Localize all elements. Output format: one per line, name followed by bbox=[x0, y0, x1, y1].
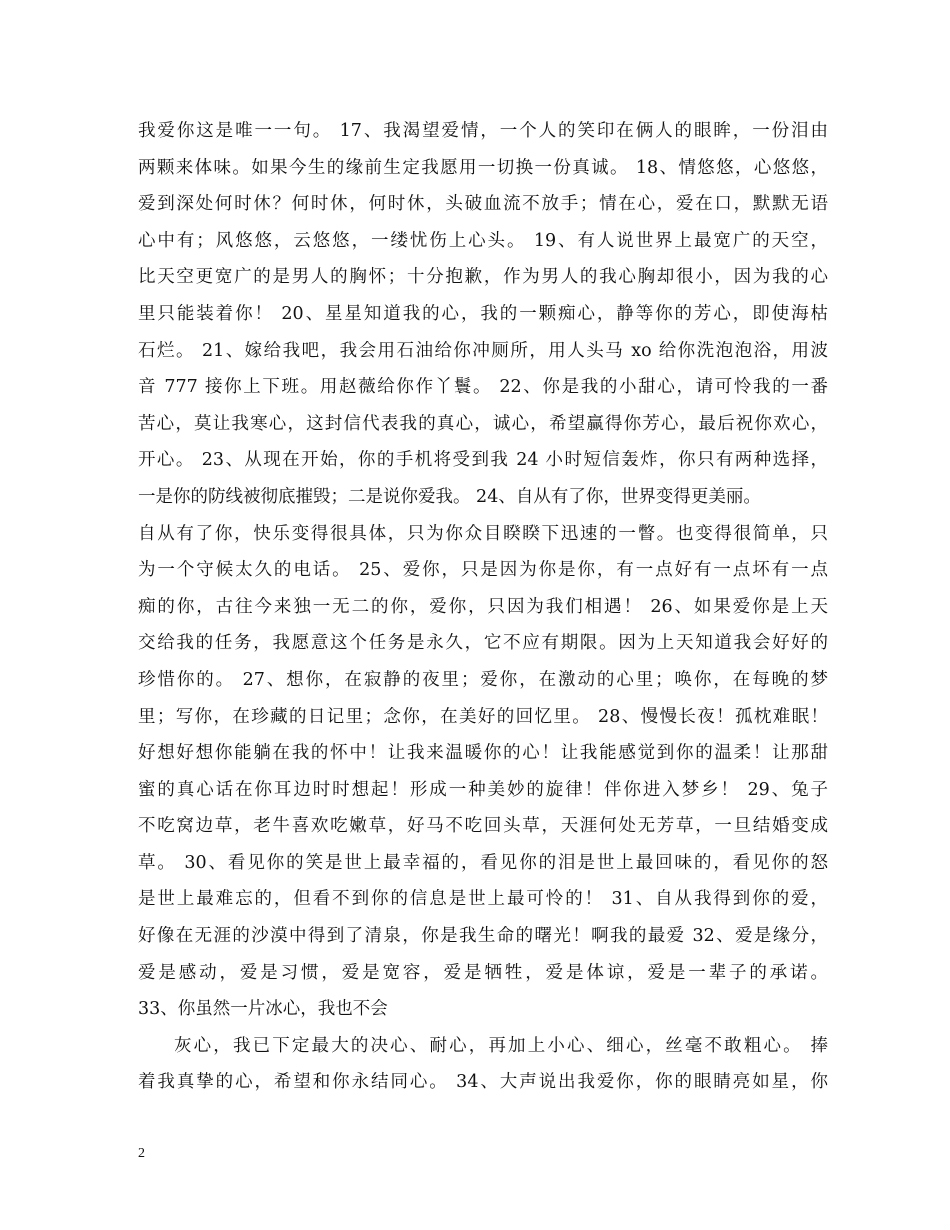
text-line: 好想好想你能躺在我的怀中！让我来温暖你的心！让我能感觉到你的温柔！让那甜 bbox=[138, 743, 828, 764]
text-line: 开心。 23、从现在开始，你的手机将受到我 24 小时短信轰炸，你只有两种选择， bbox=[138, 450, 828, 471]
text-line: 心中有；风悠悠，云悠悠，一缕忧伤上心头。 19、有人说世界上最宽广的天空， bbox=[138, 230, 828, 251]
text-line: 我爱你这是唯一一句。 17、我渴望爱情，一个人的笑印在俩人的眼眸，一份泪由 bbox=[138, 121, 828, 141]
text-line: 里；写你，在珍藏的日记里；念你，在美好的回忆里。 28、慢慢长夜！孤枕难眠！ bbox=[138, 706, 828, 727]
text-line: 草。 30、看见你的笑是世上最幸福的，看见你的泪是世上最回味的，看见你的怒 bbox=[138, 852, 828, 873]
text-line: 不吃窝边草，老牛喜欢吃嫩草，好马不吃回头草，天涯何处无芳草，一旦结婚变成 bbox=[138, 816, 828, 837]
text-line: 33、你虽然一片冰心，我也不会 bbox=[138, 999, 388, 1020]
text-line: 音 777 接你上下班。用赵薇给你作丫鬟。 22、你是我的小甜心，请可怜我的一番 bbox=[138, 377, 828, 398]
text-line: 自从有了你，快乐变得很具体，只为你众目睽睽下迅速的一瞥。也变得很简单，只 bbox=[138, 523, 828, 544]
text-line: 交给我的任务，我愿意这个任务是永久，它不应有期限。因为上天知道我会好好的 bbox=[138, 633, 828, 654]
text-line: 比天空更宽广的是男人的胸怀；十分抱歉，作为男人的我心胸却很小，因为我的心 bbox=[138, 267, 828, 288]
text-line: 好像在无涯的沙漠中得到了清泉，你是我生命的曙光！啊我的最爱 32、爱是缘分， bbox=[138, 926, 828, 947]
page-number: 2 bbox=[138, 1146, 145, 1161]
text-line: 爱是感动，爱是习惯，爱是宽容，爱是牺牲，爱是体谅，爱是一辈子的承诺。 bbox=[138, 962, 828, 983]
body-text bbox=[138, 113, 828, 1101]
text-line: 痴的你，古往今来独一无二的你，爱你，只因为我们相遇！ 26、如果爱你是上天 bbox=[138, 596, 828, 617]
text-line: 一是你的防线被彻底摧毁；二是说你爱我。 24、自从有了你，世界变得更美丽。 bbox=[138, 486, 761, 507]
text-line: 石烂。 21、嫁给我吧，我会用石油给你冲厕所，用人头马 xo 给你洗泡泡浴，用波 bbox=[138, 340, 828, 361]
text-line: 为一个守候太久的电话。 25、爱你，只是因为你是你，有一点好有一点坏有一点 bbox=[138, 560, 828, 581]
text-line: 着我真挚的心，希望和你永结同心。 34、大声说出我爱你，你的眼睛亮如星，你 bbox=[138, 1072, 828, 1093]
text-line: 珍惜你的。 27、想你，在寂静的夜里；爱你，在激动的心里；唤你，在每晚的梦 bbox=[138, 669, 828, 690]
text-line: 蜜的真心话在你耳边时时想起！形成一种美妙的旋律！伴你进入梦乡！ 29、兔子 bbox=[138, 779, 828, 800]
text-line: 两颗来体味。如果今生的缘前生定我愿用一切换一份真诚。 18、情悠悠，心悠悠， bbox=[138, 157, 828, 178]
text-line: 灰心，我已下定最大的决心、耐心，再加上小心、细心，丝毫不敢粗心。 捧 bbox=[174, 1035, 828, 1056]
text-line: 苦心，莫让我寒心，这封信代表我的真心，诚心，希望赢得你芳心，最后祝你欢心， bbox=[138, 413, 828, 434]
text-line: 是世上最难忘的，但看不到你的信息是世上最可怜的！ 31、自从我得到你的爱， bbox=[138, 889, 828, 910]
text-line: 里只能装着你！ 20、星星知道我的心，我的一颗痴心，静等你的芳心，即使海枯 bbox=[138, 303, 828, 324]
text-line: 爱到深处何时休？何时休，何时休，头破血流不放手；情在心，爱在口，默默无语 bbox=[138, 194, 828, 215]
